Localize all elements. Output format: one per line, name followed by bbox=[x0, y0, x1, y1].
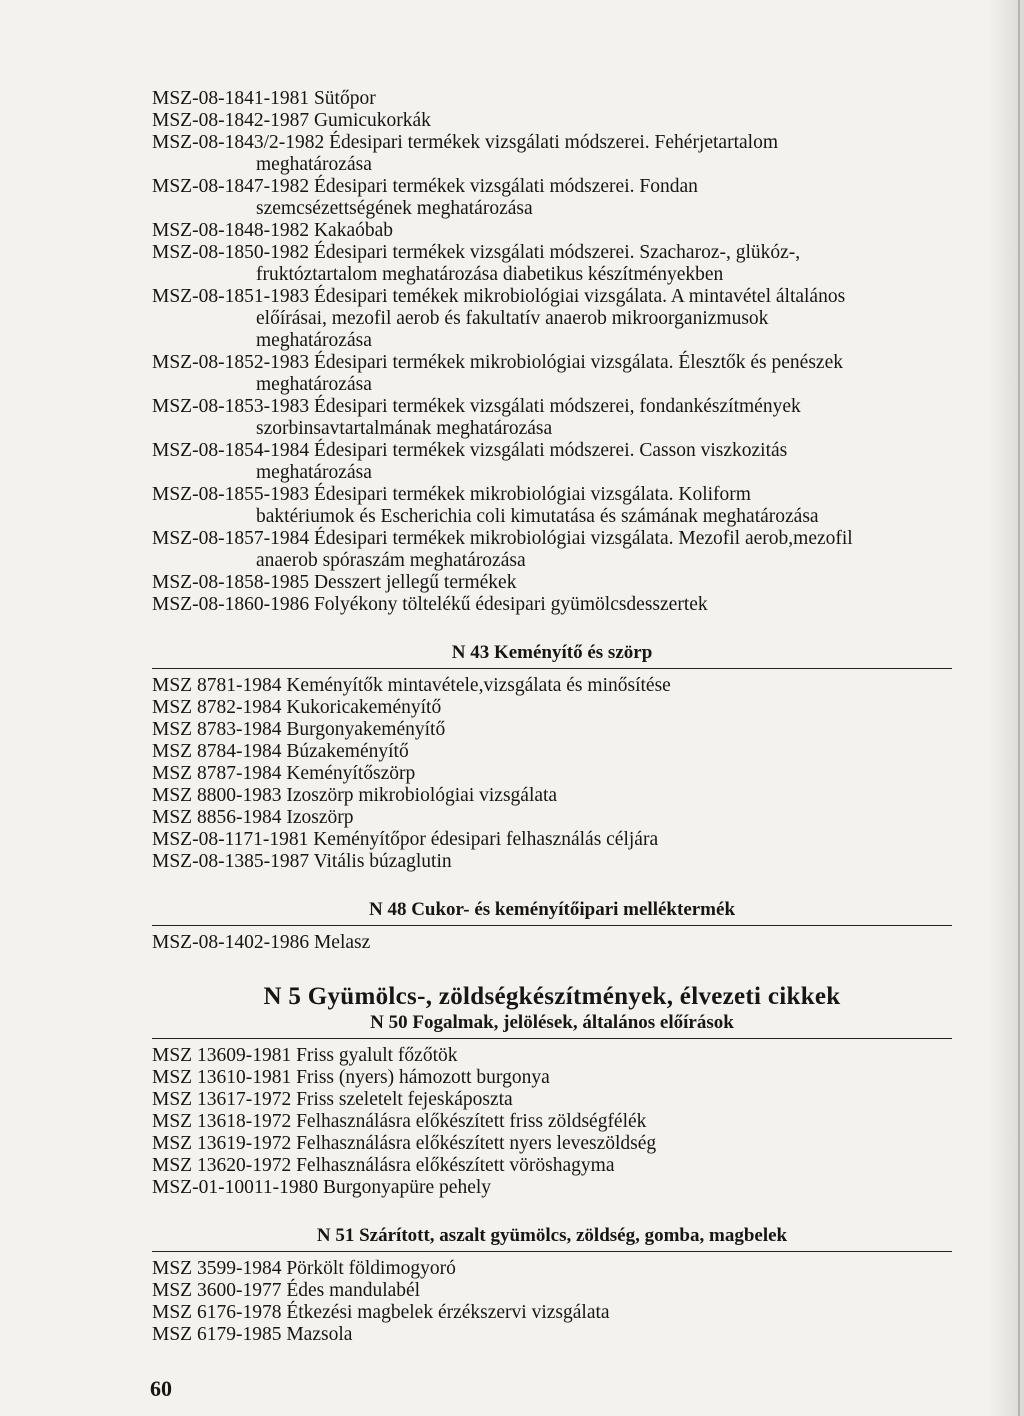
entry-continuation: meghatározása bbox=[256, 462, 372, 483]
standards-list-n50 bbox=[152, 1045, 952, 1199]
standard-entry: MSZ 8783-1984 Burgonyakeményítő bbox=[152, 719, 446, 740]
standard-entry bbox=[152, 396, 952, 440]
standard-entry bbox=[152, 242, 952, 286]
entry-continuation: szorbinsavtartalmának meghatározása bbox=[256, 418, 553, 439]
section-heading-n50: N 50 Fogalmak, jelölések, általános előírások bbox=[152, 1012, 952, 1039]
page-number: 60 bbox=[150, 1376, 172, 1401]
standards-list-n43 bbox=[152, 675, 952, 873]
entry-text: MSZ-08-1848-1982 Kakaóbab bbox=[152, 220, 393, 241]
standard-entry: MSZ-08-1402-1986 Melasz bbox=[152, 932, 371, 953]
standards-list-n48 bbox=[152, 932, 952, 954]
standard-entry bbox=[152, 132, 952, 176]
entry-text: MSZ-08-1858-1985 Desszert jellegű termékek bbox=[152, 572, 517, 593]
entry-continuation: szemcsézettségének meghatározása bbox=[256, 198, 533, 219]
entry-text: MSZ-08-1855-1983 Édesipari termékek mikrobiológiai vizsgálata. Koliform bbox=[152, 484, 751, 505]
entry-text: MSZ-08-1847-1982 Édesipari termékek vizsgálati módszerei. Fondan bbox=[152, 176, 698, 197]
standard-entry bbox=[152, 286, 952, 352]
standard-entry: MSZ 3599-1984 Pörkölt földimogyoró bbox=[152, 1258, 456, 1279]
entry-text: MSZ-08-1841-1981 Sütőpor bbox=[152, 88, 376, 109]
entry-continuation: meghatározása bbox=[256, 154, 372, 175]
section-heading-n43: N 43 Keményítő és szörp bbox=[152, 642, 952, 669]
standard-entry: MSZ-08-1171-1981 Keményítőpor édesipari felhasználás céljára bbox=[152, 829, 659, 850]
standard-entry bbox=[152, 88, 952, 110]
standards-list-confectionery bbox=[152, 88, 952, 616]
entry-continuation: meghatározása bbox=[256, 330, 372, 351]
entry-continuation: anaerob spóraszám meghatározása bbox=[256, 550, 526, 571]
standard-entry: MSZ 13610-1981 Friss (nyers) hámozott burgonya bbox=[152, 1067, 550, 1088]
standard-entry: MSZ 8856-1984 Izoszörp bbox=[152, 807, 354, 828]
standard-entry: MSZ 8787-1984 Keményítőszörp bbox=[152, 763, 416, 784]
page-edge bbox=[1018, 0, 1020, 1416]
standard-entry bbox=[152, 572, 952, 594]
standard-entry: MSZ-01-10011-1980 Burgonyapüre pehely bbox=[152, 1177, 492, 1198]
section-heading-n48: N 48 Cukor- és keményítőipari melléktermék bbox=[152, 899, 952, 926]
chapter-heading-n5: N 5 Gyümölcs-, zöldségkészítmények, élvezeti cikkek bbox=[263, 983, 841, 1010]
entry-continuation: előírásai, mezofil aerob és fakultatív anaerob mikroorganizmusok bbox=[256, 308, 769, 329]
standard-entry bbox=[152, 484, 952, 528]
standard-entry bbox=[152, 594, 952, 616]
entry-text: MSZ-08-1850-1982 Édesipari termékek vizsgálati módszerei. Szacharoz-, glükóz-, bbox=[152, 242, 801, 263]
standard-entry: MSZ 8784-1984 Búzakeményítő bbox=[152, 741, 409, 762]
entry-text: MSZ-08-1852-1983 Édesipari termékek mikrobiológiai vizsgálata. Élesztők és penészek bbox=[152, 352, 843, 373]
entry-continuation: fruktóztartalom meghatározása diabetikus készítményekben bbox=[256, 264, 724, 285]
entry-text: MSZ-08-1843/2-1982 Édesipari termékek vizsgálati módszerei. Fehérjetartalom bbox=[152, 132, 778, 153]
entry-text: MSZ-08-1853-1983 Édesipari termékek vizsgálati módszerei, fondankészítmények bbox=[152, 396, 801, 417]
entry-text: MSZ-08-1860-1986 Folyékony töltelékű édesipari gyümölcsdesszertek bbox=[152, 594, 708, 615]
standard-entry bbox=[152, 110, 952, 132]
entry-text: MSZ-08-1854-1984 Édesipari termékek vizsgálati módszerei. Casson viszkozitás bbox=[152, 440, 788, 461]
standard-entry: MSZ 3600-1977 Édes mandulabél bbox=[152, 1280, 421, 1301]
standard-entry bbox=[152, 440, 952, 484]
entry-continuation: meghatározása bbox=[256, 374, 372, 395]
standard-entry bbox=[152, 220, 952, 242]
standard-entry: MSZ 6176-1978 Étkezési magbelek érzékszervi vizsgálata bbox=[152, 1302, 610, 1323]
standard-entry: MSZ 13609-1981 Friss gyalult főzőtök bbox=[152, 1045, 458, 1066]
standard-entry bbox=[152, 352, 952, 396]
entry-continuation: baktériumok és Escherichia coli kimutatása és számának meghatározása bbox=[256, 506, 819, 527]
standard-entry: MSZ 8782-1984 Kukoricakeményítő bbox=[152, 697, 442, 718]
standards-list-n51 bbox=[152, 1258, 952, 1346]
page-content bbox=[152, 88, 952, 1346]
standard-entry: MSZ-08-1385-1987 Vitális búzaglutin bbox=[152, 851, 452, 872]
entry-text: MSZ-08-1857-1984 Édesipari termékek mikrobiológiai vizsgálata. Mezofil aerob,mezofil bbox=[152, 528, 853, 549]
standard-entry: MSZ 13618-1972 Felhasználásra előkészített friss zöldségfélék bbox=[152, 1111, 647, 1132]
standard-entry: MSZ 13619-1972 Felhasználásra előkészített nyers leveszöldség bbox=[152, 1133, 657, 1154]
standard-entry: MSZ 8800-1983 Izoszörp mikrobiológiai vizsgálata bbox=[152, 785, 558, 806]
standard-entry bbox=[152, 176, 952, 220]
standard-entry: MSZ 13617-1972 Friss szeletelt fejeskáposzta bbox=[152, 1089, 513, 1110]
section-heading-n51: N 51 Szárított, aszalt gyümölcs, zöldség, gomba, magbelek bbox=[152, 1225, 952, 1252]
entry-text: MSZ-08-1851-1983 Édesipari temékek mikrobiológiai vizsgálata. A mintavétel általános bbox=[152, 286, 846, 307]
standard-entry: MSZ 6179-1985 Mazsola bbox=[152, 1324, 353, 1345]
standard-entry: MSZ 8781-1984 Keményítők mintavétele,vizsgálata és minősítése bbox=[152, 675, 671, 696]
standard-entry bbox=[152, 528, 952, 572]
entry-text: MSZ-08-1842-1987 Gumicukorkák bbox=[152, 110, 431, 131]
standard-entry: MSZ 13620-1972 Felhasználásra előkészített vöröshagyma bbox=[152, 1155, 615, 1176]
